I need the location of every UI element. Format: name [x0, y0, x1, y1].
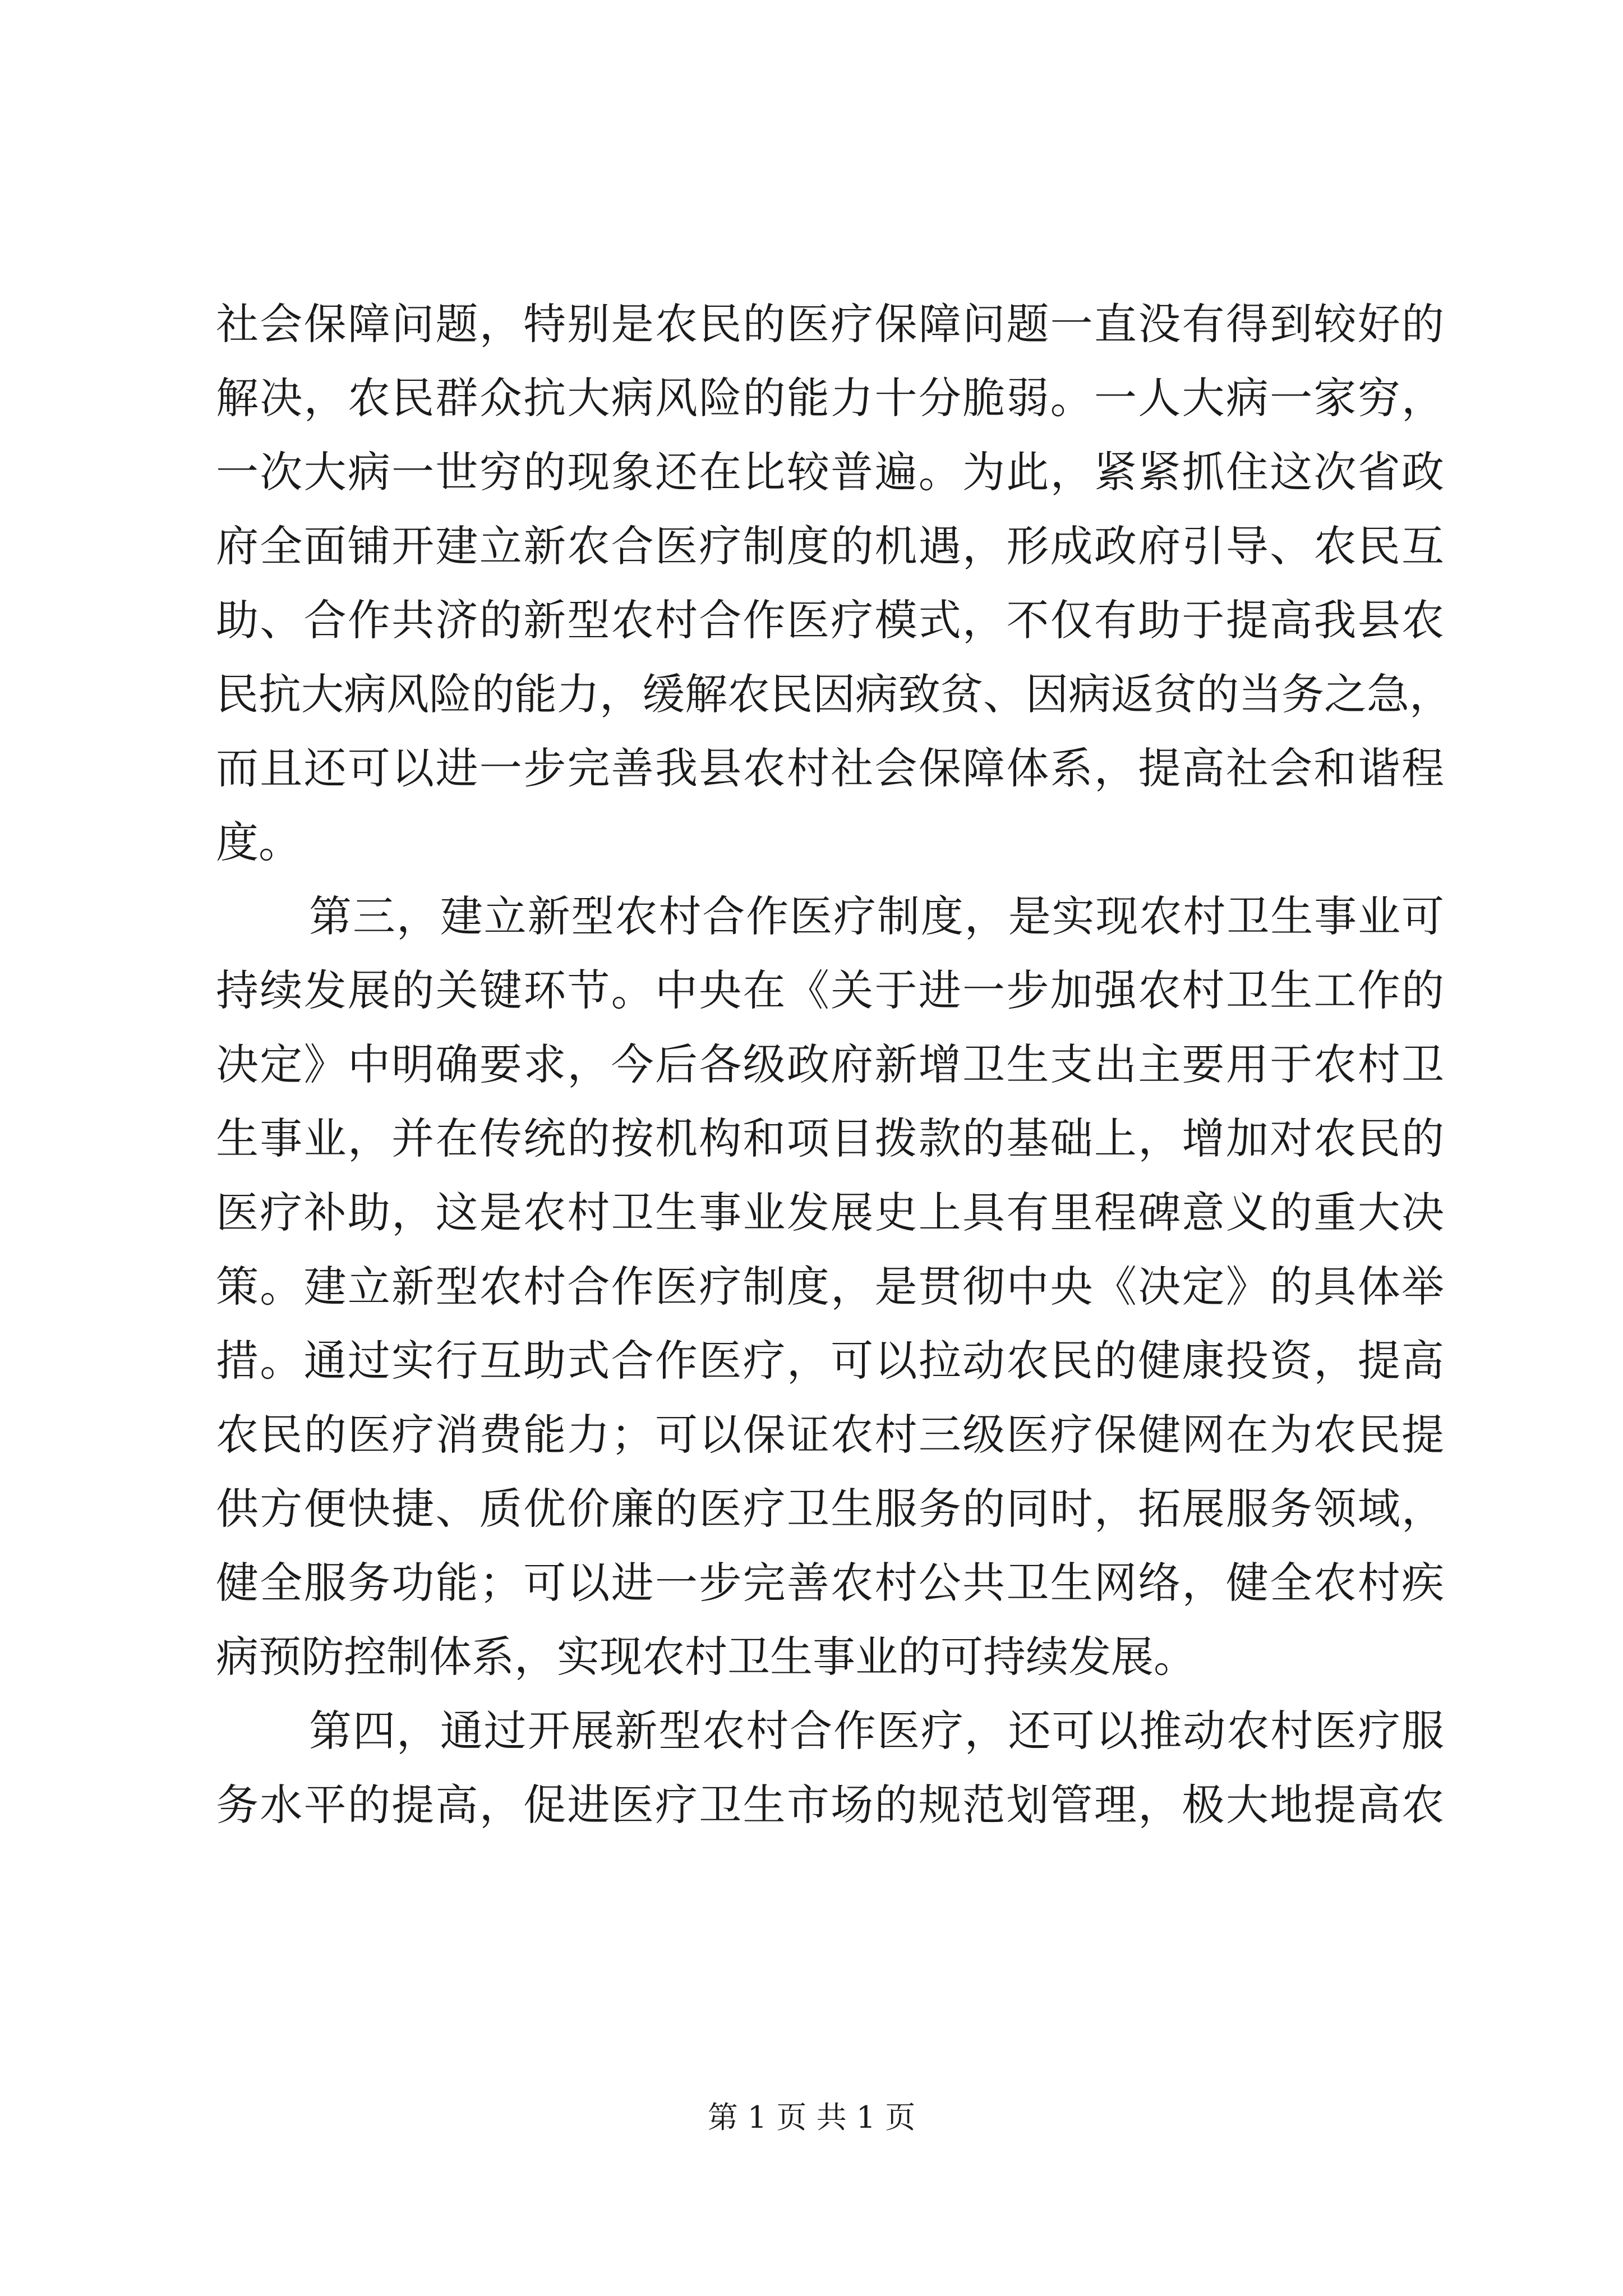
text-line: 解决，农民群众抗大病风险的能力十分脆弱。一人大病一家穷，: [216, 373, 1444, 423]
paragraph-start-line: 第三，建立新型农村合作医疗制度，是实现农村卫生事业可: [309, 891, 1444, 941]
text-line: 民抗大病风险的能力，缓解农民因病致贫、因病返贫的当务之急，: [216, 669, 1452, 719]
text-line: 生事业，并在传统的按机构和项目拨款的基础上，增加对农民的: [216, 1114, 1444, 1163]
text-line: 农民的医疗消费能力；可以保证农村三级医疗保健网在为农民提: [216, 1410, 1444, 1460]
text-line: 供方便快捷、质优价廉的医疗卫生服务的同时，拓展服务领域，: [216, 1484, 1444, 1534]
text-line: 一次大病一世穷的现象还在比较普遍。为此，紧紧抓住这次省政: [216, 447, 1444, 497]
text-line: 务水平的提高，促进医疗卫生市场的规范划管理，极大地提高农: [216, 1780, 1444, 1830]
text-line: 而且还可以进一步完善我县农村社会保障体系，提高社会和谐程: [216, 743, 1444, 793]
text-line: 医疗补助，这是农村卫生事业发展史上具有里程碑意义的重大决: [216, 1188, 1444, 1237]
text-line: 府全面铺开建立新农合医疗制度的机遇，形成政府引导、农民互: [216, 521, 1444, 571]
text-line: 措。通过实行互助式合作医疗，可以拉动农民的健康投资，提高: [216, 1336, 1444, 1386]
paragraph-start-line: 第四，通过开展新型农村合作医疗，还可以推动农村医疗服: [309, 1706, 1444, 1756]
text-line: 社会保障问题，特别是农民的医疗保障问题一直没有得到较好的: [216, 299, 1444, 349]
text-line: 持续发展的关键环节。中央在《关于进一步加强农村卫生工作的: [216, 965, 1444, 1015]
page-footer: 第 1 页 共 1 页: [707, 2100, 916, 2135]
text-line: 病预防控制体系，实现农村卫生事业的可持续发展。: [216, 1632, 1196, 1682]
text-line: 决定》中明确要求，今后各级政府新增卫生支出主要用于农村卫: [216, 1039, 1444, 1089]
text-line: 度。: [216, 817, 301, 867]
text-line: 助、合作共济的新型农村合作医疗模式，不仅有助于提高我县农: [216, 595, 1444, 645]
text-line: 健全服务功能；可以进一步完善农村公共卫生网络，健全农村疾: [216, 1558, 1444, 1608]
text-line: 策。建立新型农村合作医疗制度，是贯彻中央《决定》的具体举: [216, 1262, 1444, 1312]
